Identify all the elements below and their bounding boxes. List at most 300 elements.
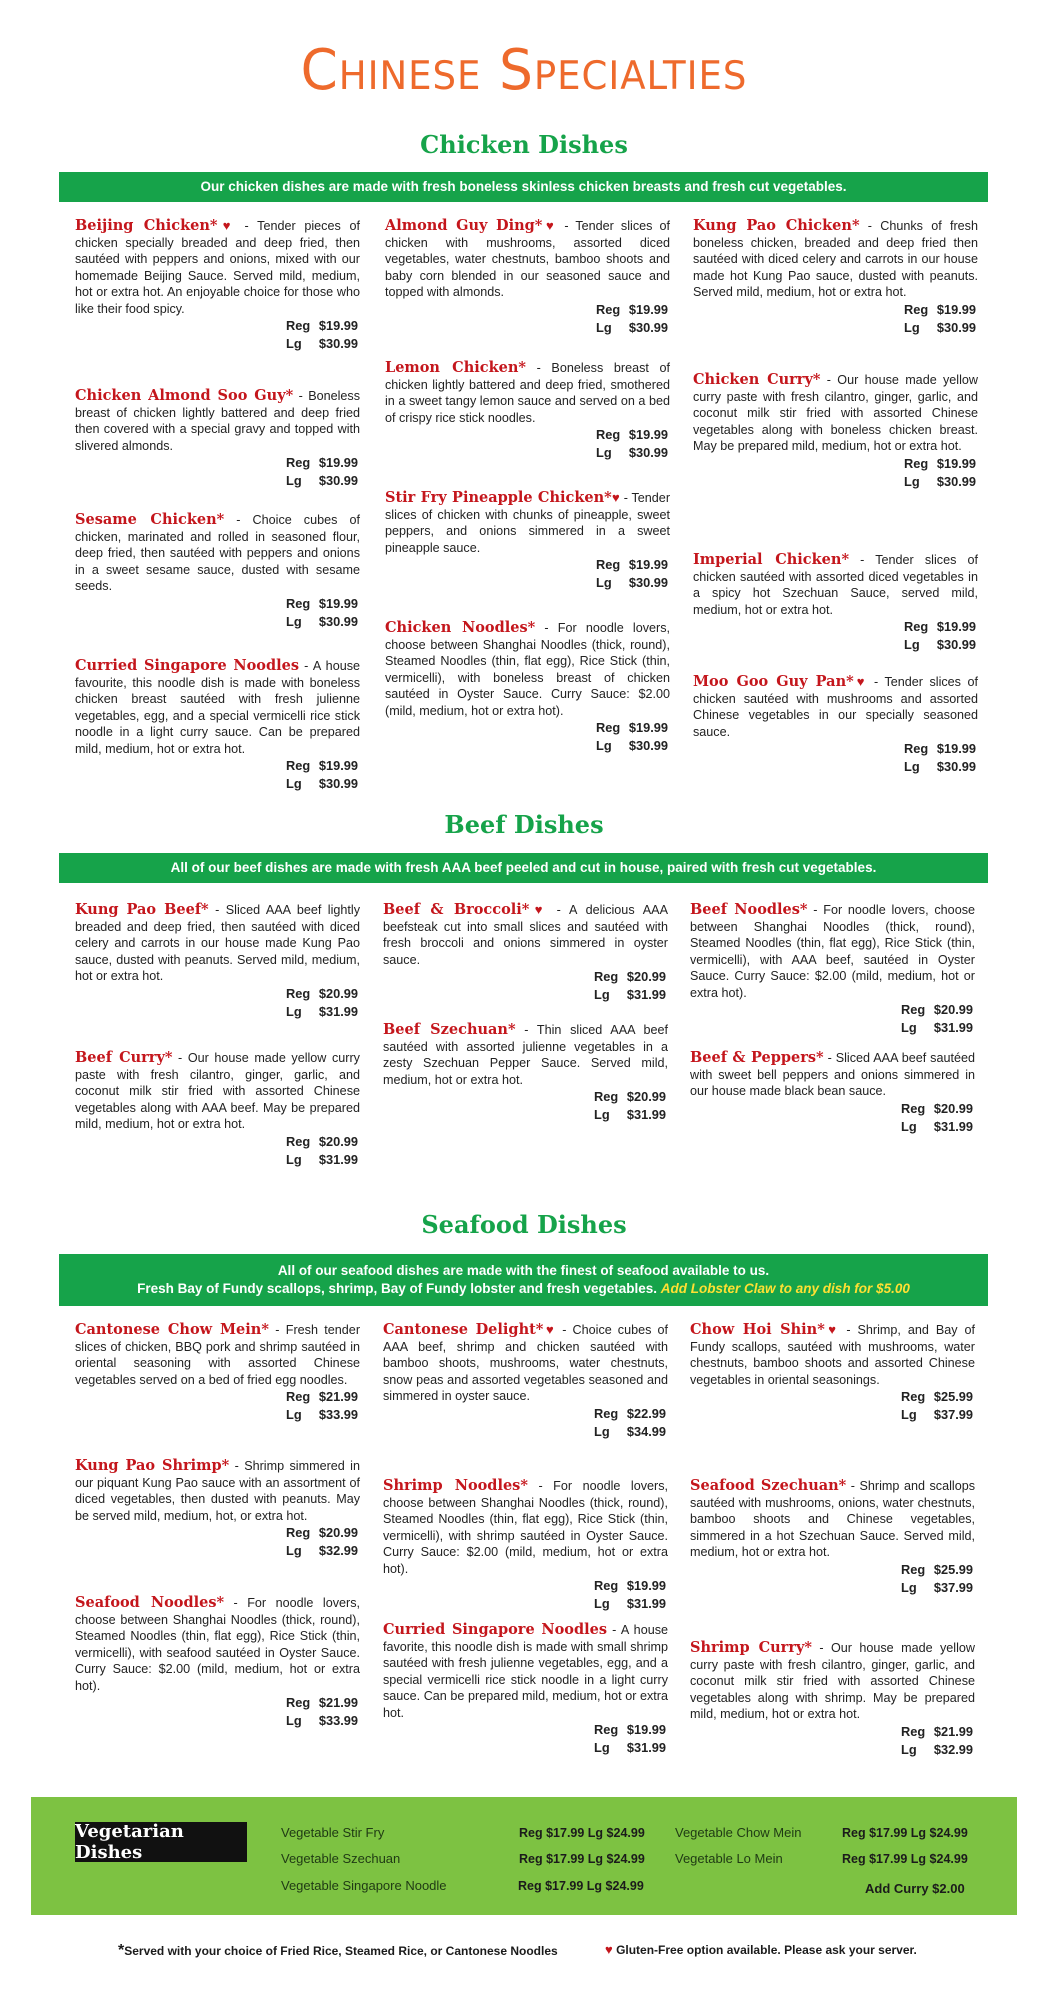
menu-item-description-block bbox=[75, 1595, 360, 1694]
large-price: $33.99 bbox=[318, 1713, 358, 1728]
regular-price: $25.99 bbox=[933, 1561, 973, 1577]
large-price-row bbox=[693, 473, 976, 491]
regular-label: Reg bbox=[596, 427, 621, 442]
large-price: $30.99 bbox=[318, 336, 358, 351]
menu-item-description: - A house favourite, this noodle dish is made with boneless chicken breast sautéed with fresh julienne vegetables, egg, and a special vermicelli rice stick noodle in a light curry sauce. Can be prepared mild, medium, hot or extra hot. bbox=[75, 659, 360, 756]
menu-item-name: Beef & Broccoli* bbox=[383, 901, 530, 918]
regular-label: Reg bbox=[286, 318, 311, 333]
large-label: Lg bbox=[596, 738, 612, 753]
menu-item-description: - Chunks of fresh boneless chicken, breaded and deep fried then sautéed with diced celery and carrots in our house made hot Kung Pao sauce, dusted with peanuts. Served mild, medium, hot or extra hot. bbox=[693, 219, 978, 299]
menu-item-description: - For noodle lovers, choose between Shanghai Noodles (thick, round), Steamed Noodles (thin, flat egg), Rice Stick (thin, vermicelli), with boneless breast of chicken sautéed in Oyster Sauce. Curry Sauce: $2.00 (mild, medium, hot or extra hot). bbox=[385, 621, 670, 718]
menu-item-prices bbox=[690, 1001, 975, 1037]
large-price: $30.99 bbox=[318, 613, 358, 629]
menu-item-description: - Our house made yellow curry paste with fresh cilantro, ginger, garlic, and coconut milk stir fried with assorted Chinese vegetables along with boneless chicken breast. May be prepared mild, medium, hot or extra hot. bbox=[693, 373, 978, 453]
regular-label: Reg bbox=[286, 455, 311, 470]
menu-item-prices bbox=[75, 454, 360, 490]
menu-item-description-block bbox=[693, 218, 978, 301]
regular-label: Reg bbox=[904, 301, 929, 317]
large-price-row bbox=[690, 1019, 973, 1037]
menu-item bbox=[383, 1622, 668, 1757]
large-price: $30.99 bbox=[318, 776, 358, 791]
large-label: Lg bbox=[596, 319, 612, 335]
regular-label: Reg bbox=[594, 969, 619, 984]
menu-item-name: Shrimp Curry* bbox=[690, 1639, 812, 1656]
large-label: Lg bbox=[596, 575, 612, 590]
beef-banner: All of our beef dishes are made with fresh AAA beef peeled and cut in house, paired with fresh cut vegetables. bbox=[59, 853, 988, 883]
regular-price: $19.99 bbox=[626, 1722, 666, 1737]
menu-item-description-block bbox=[693, 674, 978, 740]
menu-item-description-block bbox=[690, 902, 975, 1001]
menu-item-prices bbox=[383, 1405, 668, 1441]
menu-item-name: Chicken Curry* bbox=[693, 371, 821, 388]
menu-item-name: Shrimp Noodles* bbox=[383, 1477, 528, 1494]
menu-item-description-block bbox=[385, 218, 670, 301]
menu-item-description-block bbox=[385, 620, 670, 719]
menu-item-prices bbox=[385, 426, 670, 462]
menu-item-prices bbox=[693, 301, 978, 337]
veg-item-name: Vegetable Singapore Noodle bbox=[281, 1878, 447, 1893]
large-price: $30.99 bbox=[628, 445, 668, 460]
menu-item bbox=[383, 1478, 668, 1613]
regular-label: Reg bbox=[286, 758, 311, 773]
menu-item bbox=[690, 902, 975, 1037]
menu-item-description-block bbox=[75, 512, 360, 595]
gluten-free-heart-icon: ♥ bbox=[217, 218, 236, 233]
menu-item-prices bbox=[693, 455, 978, 491]
menu-item-prices bbox=[75, 595, 360, 631]
menu-item bbox=[75, 388, 360, 490]
menu-item-description: - Shrimp and scallops sautéed with mushrooms, onions, water chestnuts, bamboo shoots and Chinese vegetables, simmered in a hot Szechuan Sauce. Served mild, medium, hot or extra hot. bbox=[690, 1479, 975, 1559]
menu-item-prices bbox=[693, 618, 978, 654]
regular-price: $19.99 bbox=[936, 741, 976, 756]
gluten-free-heart-icon: ♥ bbox=[611, 490, 621, 505]
large-label: Lg bbox=[904, 319, 920, 335]
large-price: $31.99 bbox=[933, 1020, 973, 1035]
regular-label: Reg bbox=[594, 1722, 619, 1737]
large-label: Lg bbox=[286, 1543, 302, 1558]
large-price-row bbox=[693, 758, 976, 776]
menu-item-description-block bbox=[385, 490, 670, 556]
large-price-row bbox=[75, 1003, 358, 1021]
large-label: Lg bbox=[901, 1579, 917, 1595]
menu-item bbox=[690, 1478, 975, 1597]
menu-item-description-block bbox=[693, 372, 978, 455]
footer-gluten-text: Gluten-Free option available. Please ask your server. bbox=[616, 1943, 917, 1957]
menu-item-name: Sesame Chicken* bbox=[75, 511, 225, 528]
menu-item-name: Kung Pao Shrimp* bbox=[75, 1457, 230, 1474]
gluten-free-heart-icon: ♥ bbox=[543, 1322, 557, 1337]
vegetarian-heading: Vegetarian Dishes bbox=[75, 1822, 247, 1862]
menu-item-name: Curried Singapore Noodles bbox=[383, 1621, 608, 1638]
menu-item-name: Seafood Szechuan* bbox=[690, 1477, 847, 1494]
large-label: Lg bbox=[286, 336, 302, 351]
menu-item-name: Kung Pao Chicken* bbox=[693, 217, 860, 234]
regular-price: $19.99 bbox=[318, 758, 358, 773]
menu-item-description-block bbox=[690, 1478, 975, 1561]
veg-item-price: Reg $17.99 Lg $24.99 bbox=[518, 1879, 644, 1893]
menu-item-description: - Tender slices of chicken with mushrooms, assorted diced vegetables, water chestnuts, bamboo shoots and baby corn blended in our seasoned sauce and topped with almonds. bbox=[385, 219, 670, 299]
footer-gluten-note bbox=[605, 1942, 917, 1957]
regular-price-row bbox=[75, 454, 358, 472]
menu-item-prices bbox=[75, 1388, 360, 1424]
large-label: Lg bbox=[904, 637, 920, 652]
large-label: Lg bbox=[286, 776, 302, 791]
regular-label: Reg bbox=[594, 1578, 619, 1593]
menu-item bbox=[693, 552, 978, 654]
large-label: Lg bbox=[286, 613, 302, 629]
regular-label: Reg bbox=[904, 619, 929, 634]
menu-item-prices bbox=[693, 740, 978, 776]
large-price: $30.99 bbox=[628, 319, 668, 335]
regular-price-row bbox=[75, 317, 358, 335]
regular-price-row bbox=[690, 1001, 973, 1019]
menu-item-name: Beijing Chicken* bbox=[75, 217, 218, 234]
regular-price-row bbox=[75, 757, 358, 775]
large-price: $33.99 bbox=[318, 1407, 358, 1422]
regular-label: Reg bbox=[286, 1525, 311, 1540]
menu-item-prices bbox=[690, 1100, 975, 1136]
regular-label: Reg bbox=[594, 1405, 619, 1421]
large-price-row bbox=[75, 775, 358, 793]
large-label: Lg bbox=[901, 1407, 917, 1422]
large-label: Lg bbox=[904, 759, 920, 774]
menu-item-prices bbox=[75, 985, 360, 1021]
menu-item-description-block bbox=[75, 1322, 360, 1388]
menu-item-description: - Tender slices of chicken sautéed with mushrooms and assorted Chinese vegetables in our specially seasoned sauce. bbox=[693, 675, 978, 739]
veg-item-name: Vegetable Szechuan bbox=[281, 1851, 401, 1866]
regular-price: $20.99 bbox=[933, 1100, 973, 1116]
menu-item-name: Stir Fry Pineapple Chicken* bbox=[385, 489, 612, 506]
asterisk-symbol: * bbox=[118, 1942, 125, 1959]
large-price-row bbox=[690, 1118, 973, 1136]
menu-item bbox=[75, 512, 360, 631]
regular-label: Reg bbox=[286, 985, 311, 1001]
regular-label: Reg bbox=[286, 1389, 311, 1404]
menu-item-name: Chicken Noodles* bbox=[385, 619, 536, 636]
chicken-banner: Our chicken dishes are made with fresh boneless skinless chicken breasts and fresh cut vegetables. bbox=[59, 172, 988, 202]
regular-price-row bbox=[383, 1721, 666, 1739]
large-price: $31.99 bbox=[626, 987, 666, 1002]
regular-price: $20.99 bbox=[933, 1002, 973, 1017]
menu-item-description: - A delicious AAA beefsteak cut into small slices and sautéed with fresh broccoli and onions simmered in oyster sauce. bbox=[383, 903, 668, 967]
seafood-section-title: Seafood Dishes bbox=[421, 1210, 627, 1239]
large-price: $31.99 bbox=[626, 1107, 666, 1122]
menu-item-prices bbox=[383, 1088, 668, 1124]
large-label: Lg bbox=[901, 1118, 917, 1134]
regular-price-row bbox=[75, 1524, 358, 1542]
menu-item-prices bbox=[75, 1524, 360, 1560]
regular-price: $25.99 bbox=[933, 1389, 973, 1404]
veg-item-price: Reg $17.99 Lg $24.99 bbox=[842, 1826, 968, 1840]
regular-price-row bbox=[75, 1133, 358, 1151]
regular-label: Reg bbox=[286, 1133, 311, 1149]
regular-price: $20.99 bbox=[626, 1089, 666, 1104]
regular-price: $19.99 bbox=[628, 557, 668, 572]
large-price-row bbox=[385, 319, 668, 337]
regular-label: Reg bbox=[594, 1089, 619, 1104]
large-price-row bbox=[690, 1579, 973, 1597]
large-price: $30.99 bbox=[628, 575, 668, 590]
regular-price-row bbox=[75, 595, 358, 613]
large-price-row bbox=[383, 1423, 666, 1441]
menu-item-description: - A house favorite, this noodle dish is made with small shrimp sautéed with fresh julienne vegetables, egg, and a special vermicelli rice stick noodle in a light curry sauce. Can be prepared mild, medium, hot or extra hot. bbox=[383, 1623, 668, 1720]
menu-item bbox=[690, 1322, 975, 1424]
menu-item-name: Beef Noodles* bbox=[690, 901, 808, 918]
regular-price: $19.99 bbox=[936, 301, 976, 317]
menu-item-description: - Fresh tender slices of chicken, BBQ pork and shrimp sautéed in oriental seasoning with assorted Chinese vegetables served on a bed of fried egg noodles. bbox=[75, 1323, 361, 1387]
regular-price: $20.99 bbox=[318, 985, 358, 1001]
menu-item-description: - Sliced AAA beef sautéed with sweet bell peppers and onions simmered in our house made black bean sauce. bbox=[690, 1051, 975, 1098]
regular-price: $20.99 bbox=[318, 1525, 358, 1540]
large-price: $30.99 bbox=[628, 738, 668, 753]
large-price: $31.99 bbox=[318, 1003, 358, 1019]
veg-item-name: Vegetable Stir Fry bbox=[281, 1825, 385, 1840]
menu-item-name: Chow Hoi Shin* bbox=[690, 1321, 825, 1338]
seafood-banner-line2 bbox=[59, 1280, 988, 1298]
menu-item-description: - For noodle lovers, choose between Shanghai Noodles (thick, round), Steamed Noodles (thin, flat egg), Rice Stick (thin, vermicelli), with shrimp sautéed in Oyster Sauce. Curry Sauce: $2.00 (mild, medium, hot or extra hot). bbox=[383, 1479, 669, 1576]
menu-item bbox=[385, 490, 670, 592]
menu-item-name: Beef Curry* bbox=[75, 1049, 173, 1066]
regular-label: Reg bbox=[901, 1100, 926, 1116]
regular-price-row bbox=[385, 719, 668, 737]
menu-item bbox=[385, 360, 670, 462]
regular-price: $19.99 bbox=[628, 427, 668, 442]
gluten-free-heart-icon: ♥ bbox=[824, 1322, 840, 1337]
large-price-row bbox=[385, 444, 668, 462]
gluten-free-heart-icon: ♥ bbox=[529, 902, 548, 917]
large-label: Lg bbox=[286, 1003, 302, 1019]
menu-item-prices bbox=[385, 719, 670, 755]
menu-item-description-block bbox=[75, 388, 360, 454]
large-price: $37.99 bbox=[933, 1407, 973, 1422]
menu-item-description-block bbox=[75, 218, 360, 317]
large-price: $30.99 bbox=[936, 637, 976, 652]
menu-item-name: Kung Pao Beef* bbox=[75, 901, 209, 918]
large-label: Lg bbox=[596, 445, 612, 460]
veg-item-price: Reg $17.99 Lg $24.99 bbox=[519, 1826, 645, 1840]
regular-price-row bbox=[693, 301, 976, 319]
regular-label: Reg bbox=[286, 1695, 311, 1710]
menu-item-prices bbox=[383, 968, 668, 1004]
menu-item-name: Beef & Peppers* bbox=[690, 1049, 824, 1066]
menu-item-description: - Choice cubes of chicken, marinated and rolled in seasoned flour, deep fried, then sautéed with peppers and onions in a sweet sesame sauce, dusted with sesame seeds. bbox=[75, 513, 360, 593]
menu-item-name: Beef Szechuan* bbox=[383, 1021, 516, 1038]
menu-item-prices bbox=[385, 556, 670, 592]
regular-price-row bbox=[690, 1100, 973, 1118]
menu-item-description: - Boneless breast of chicken lightly battered and deep fried, smothered in a sweet tangy lemon sauce and served on a bed of crispy rice stick noodles. bbox=[385, 361, 670, 425]
menu-item-prices bbox=[75, 757, 360, 793]
large-price: $37.99 bbox=[933, 1579, 973, 1595]
large-price-row bbox=[693, 636, 976, 654]
large-label: Lg bbox=[286, 473, 302, 488]
large-price: $31.99 bbox=[318, 1151, 358, 1167]
large-label: Lg bbox=[286, 1151, 302, 1167]
menu-item bbox=[75, 658, 360, 793]
menu-item bbox=[75, 1322, 360, 1424]
menu-item bbox=[385, 620, 670, 755]
regular-price: $19.99 bbox=[936, 455, 976, 471]
regular-label: Reg bbox=[904, 455, 929, 471]
add-curry-note: Add Curry $2.00 bbox=[865, 1881, 965, 1896]
menu-item-description-block bbox=[75, 658, 360, 757]
footer-rice-note bbox=[118, 1942, 558, 1960]
large-label: Lg bbox=[594, 1740, 610, 1755]
menu-item-description-block bbox=[383, 1478, 668, 1577]
large-price-row bbox=[693, 319, 976, 337]
menu-item-description: - Shrimp, and Bay of Fundy scallops, sautéed with mushrooms, water chestnuts, bamboo shoots and assorted Chinese vegetables in oriental seasonings. bbox=[690, 1323, 976, 1387]
menu-item-prices bbox=[75, 1133, 360, 1169]
large-price-row bbox=[383, 1595, 666, 1613]
large-price-row bbox=[75, 335, 358, 353]
menu-item-description: - Our house made yellow curry paste with fresh cilantro, ginger, garlic, and coconut milk stir fried with assorted Chinese vegetables along with shrimp. May be prepared mild, medium, hot or extra hot. bbox=[690, 1641, 975, 1721]
regular-label: Reg bbox=[901, 1389, 926, 1404]
large-label: Lg bbox=[904, 473, 920, 489]
regular-price-row bbox=[383, 968, 666, 986]
menu-item-name: Moo Goo Guy Pan* bbox=[693, 673, 854, 690]
regular-price-row bbox=[383, 1577, 666, 1595]
regular-price: $21.99 bbox=[933, 1723, 973, 1739]
large-price: $30.99 bbox=[936, 759, 976, 774]
menu-item-description-block bbox=[75, 1458, 360, 1524]
menu-item bbox=[383, 1022, 668, 1124]
chicken-section-title: Chicken Dishes bbox=[420, 130, 628, 159]
large-price-row bbox=[75, 1712, 358, 1730]
large-price-row bbox=[75, 1151, 358, 1169]
regular-price: $19.99 bbox=[318, 455, 358, 470]
large-label: Lg bbox=[901, 1741, 917, 1757]
regular-price-row bbox=[75, 1388, 358, 1406]
menu-item bbox=[383, 1322, 668, 1441]
menu-item-description: - For noodle lovers, choose between Shanghai Noodles (thick, round), Steamed Noodles (thin, flat egg), Rice Stick (thin, vermicelli), with AAA beef, sautéed in Oyster Sauce. Curry Sauce: $2.00 (mild, medium, hot or extra hot). bbox=[690, 903, 975, 1000]
gluten-free-heart-icon: ♥ bbox=[542, 218, 558, 233]
menu-item-name: Curried Singapore Noodles bbox=[75, 657, 300, 674]
menu-item-description-block bbox=[383, 1022, 668, 1088]
large-price-row bbox=[75, 472, 358, 490]
regular-price: $20.99 bbox=[318, 1133, 358, 1149]
regular-price-row bbox=[75, 1694, 358, 1712]
large-price: $31.99 bbox=[626, 1740, 666, 1755]
menu-item-description: - Choice cubes of AAA beef, shrimp and chicken sautéed with bamboo shoots, mushrooms, water chestnuts, snow peas and assorted vegetables seasoned and simmered in oyster sauce. bbox=[383, 1323, 668, 1403]
lobster-promo: Add Lobster Claw to any dish for $5.00 bbox=[660, 1281, 910, 1296]
large-price-row bbox=[75, 1406, 358, 1424]
menu-item-description: - Tender slices of chicken sautéed with assorted diced vegetables in a spicy hot Szechuan Sauce, served mild, medium, hot or extra hot. bbox=[693, 553, 978, 617]
menu-item-prices bbox=[690, 1723, 975, 1759]
menu-item-description-block bbox=[75, 902, 360, 985]
menu-item bbox=[75, 1458, 360, 1560]
large-label: Lg bbox=[594, 1423, 610, 1439]
menu-item-prices bbox=[385, 301, 670, 337]
menu-item bbox=[75, 1595, 360, 1730]
menu-item-prices bbox=[75, 1694, 360, 1730]
menu-item-description: - Our house made yellow curry paste with fresh cilantro, ginger, garlic, and coconut milk stir fried with assorted Chinese vegetables along with AAA beef. May be prepared mild, medium, hot or extra hot. bbox=[75, 1051, 360, 1131]
regular-price-row bbox=[385, 301, 668, 319]
large-price: $31.99 bbox=[933, 1118, 973, 1134]
menu-item-name: Seafood Noodles* bbox=[75, 1594, 225, 1611]
large-price: $31.99 bbox=[626, 1596, 666, 1611]
menu-item-description: - Thin sliced AAA beef sautéed with assorted julienne vegetables in a zesty Szechuan Pepper Sauce. Served mild, medium, hot or extra hot. bbox=[383, 1023, 669, 1087]
menu-item-description-block bbox=[383, 902, 668, 968]
menu-item-prices bbox=[690, 1561, 975, 1597]
menu-item-name: Cantonese Delight* bbox=[383, 1321, 544, 1338]
menu-item-description: - Boneless breast of chicken lightly battered and deep fried then covered with a special gravy and topped with slivered almonds. bbox=[75, 389, 360, 453]
regular-price-row bbox=[690, 1723, 973, 1741]
regular-price: $19.99 bbox=[628, 720, 668, 735]
regular-label: Reg bbox=[286, 595, 311, 611]
large-price: $30.99 bbox=[936, 473, 976, 489]
large-price-row bbox=[385, 574, 668, 592]
menu-item-description-block bbox=[690, 1322, 975, 1388]
regular-price: $19.99 bbox=[628, 301, 668, 317]
large-label: Lg bbox=[286, 1713, 302, 1728]
regular-label: Reg bbox=[596, 301, 621, 317]
large-price-row bbox=[690, 1741, 973, 1759]
menu-item-description: - Tender slices of chicken with chunks of pineapple, sweet peppers, and onions simmered in a sweet pineapple sauce. bbox=[385, 491, 671, 555]
seafood-banner-line1: All of our seafood dishes are made with the finest of seafood available to us. bbox=[277, 1263, 770, 1278]
regular-price: $22.99 bbox=[626, 1405, 666, 1421]
menu-item-description-block bbox=[385, 360, 670, 426]
regular-price-row bbox=[385, 556, 668, 574]
menu-item-prices bbox=[383, 1577, 668, 1613]
menu-item-description-block bbox=[383, 1622, 668, 1721]
large-label: Lg bbox=[594, 1107, 610, 1122]
gluten-free-heart-icon: ♥ bbox=[853, 674, 868, 689]
regular-price: $21.99 bbox=[318, 1389, 358, 1404]
regular-price-row bbox=[75, 985, 358, 1003]
regular-price-row bbox=[385, 426, 668, 444]
regular-price: $19.99 bbox=[626, 1578, 666, 1593]
large-price-row bbox=[383, 1739, 666, 1757]
large-price-row bbox=[383, 1106, 666, 1124]
large-price: $30.99 bbox=[318, 473, 358, 488]
regular-price-row bbox=[383, 1405, 666, 1423]
footer-rice-text: Served with your choice of Fried Rice, Steamed Rice, or Cantonese Noodles bbox=[124, 1944, 558, 1958]
large-price-row bbox=[690, 1406, 973, 1424]
menu-item-description-block bbox=[383, 1322, 668, 1405]
large-price: $30.99 bbox=[936, 319, 976, 335]
menu-item-description-block bbox=[690, 1050, 975, 1100]
page-title: Chinese Specialties bbox=[300, 38, 748, 103]
large-price: $32.99 bbox=[933, 1741, 973, 1757]
veg-item-name: Vegetable Lo Mein bbox=[675, 1851, 783, 1866]
large-label: Lg bbox=[286, 1407, 302, 1422]
menu-item-prices bbox=[75, 317, 360, 353]
menu-item-prices bbox=[690, 1388, 975, 1424]
menu-item bbox=[690, 1050, 975, 1136]
menu-item-description-block bbox=[690, 1640, 975, 1723]
large-label: Lg bbox=[594, 987, 610, 1002]
regular-label: Reg bbox=[901, 1002, 926, 1017]
menu-item bbox=[385, 218, 670, 337]
large-label: Lg bbox=[594, 1596, 610, 1611]
regular-price-row bbox=[690, 1561, 973, 1579]
regular-price-row bbox=[693, 455, 976, 473]
regular-price: $19.99 bbox=[318, 595, 358, 611]
large-price: $34.99 bbox=[626, 1423, 666, 1439]
veg-item-price: Reg $17.99 Lg $24.99 bbox=[842, 1852, 968, 1866]
menu-item-name: Almond Guy Ding* bbox=[385, 217, 543, 234]
menu-item bbox=[690, 1640, 975, 1759]
regular-label: Reg bbox=[901, 1561, 926, 1577]
menu-item-name: Lemon Chicken* bbox=[385, 359, 526, 376]
seafood-banner-line2-text: Fresh Bay of Fundy scallops, shrimp, Bay of Fundy lobster and fresh vegetables. bbox=[137, 1281, 658, 1296]
regular-price-row bbox=[383, 1088, 666, 1106]
menu-item-description: - For noodle lovers, choose between Shanghai Noodles (thick, round), Steamed Noodles (thin, flat egg), Rice Stick (thin, vermicelli), with seafood sautéed in Oyster Sauce. Curry Sauce: $2.00 (mild, medium, hot or extra hot). bbox=[75, 1596, 360, 1693]
menu-item bbox=[693, 372, 978, 491]
menu-item-description: - Sliced AAA beef lightly breaded and deep fried, then sautéed with diced celery and carrots in our house made Kung Pao sauce, dusted with peanuts. Served mild, medium, hot or extra hot. bbox=[75, 903, 360, 983]
regular-price: $19.99 bbox=[318, 318, 358, 333]
heart-icon: ♥ bbox=[605, 1942, 613, 1957]
menu-item-description: - Shrimp simmered in our piquant Kung Pao sauce with an assortment of diced vegetables, then dusted with peanuts. May be served mild, medium, hot, or extra hot. bbox=[75, 1459, 360, 1523]
